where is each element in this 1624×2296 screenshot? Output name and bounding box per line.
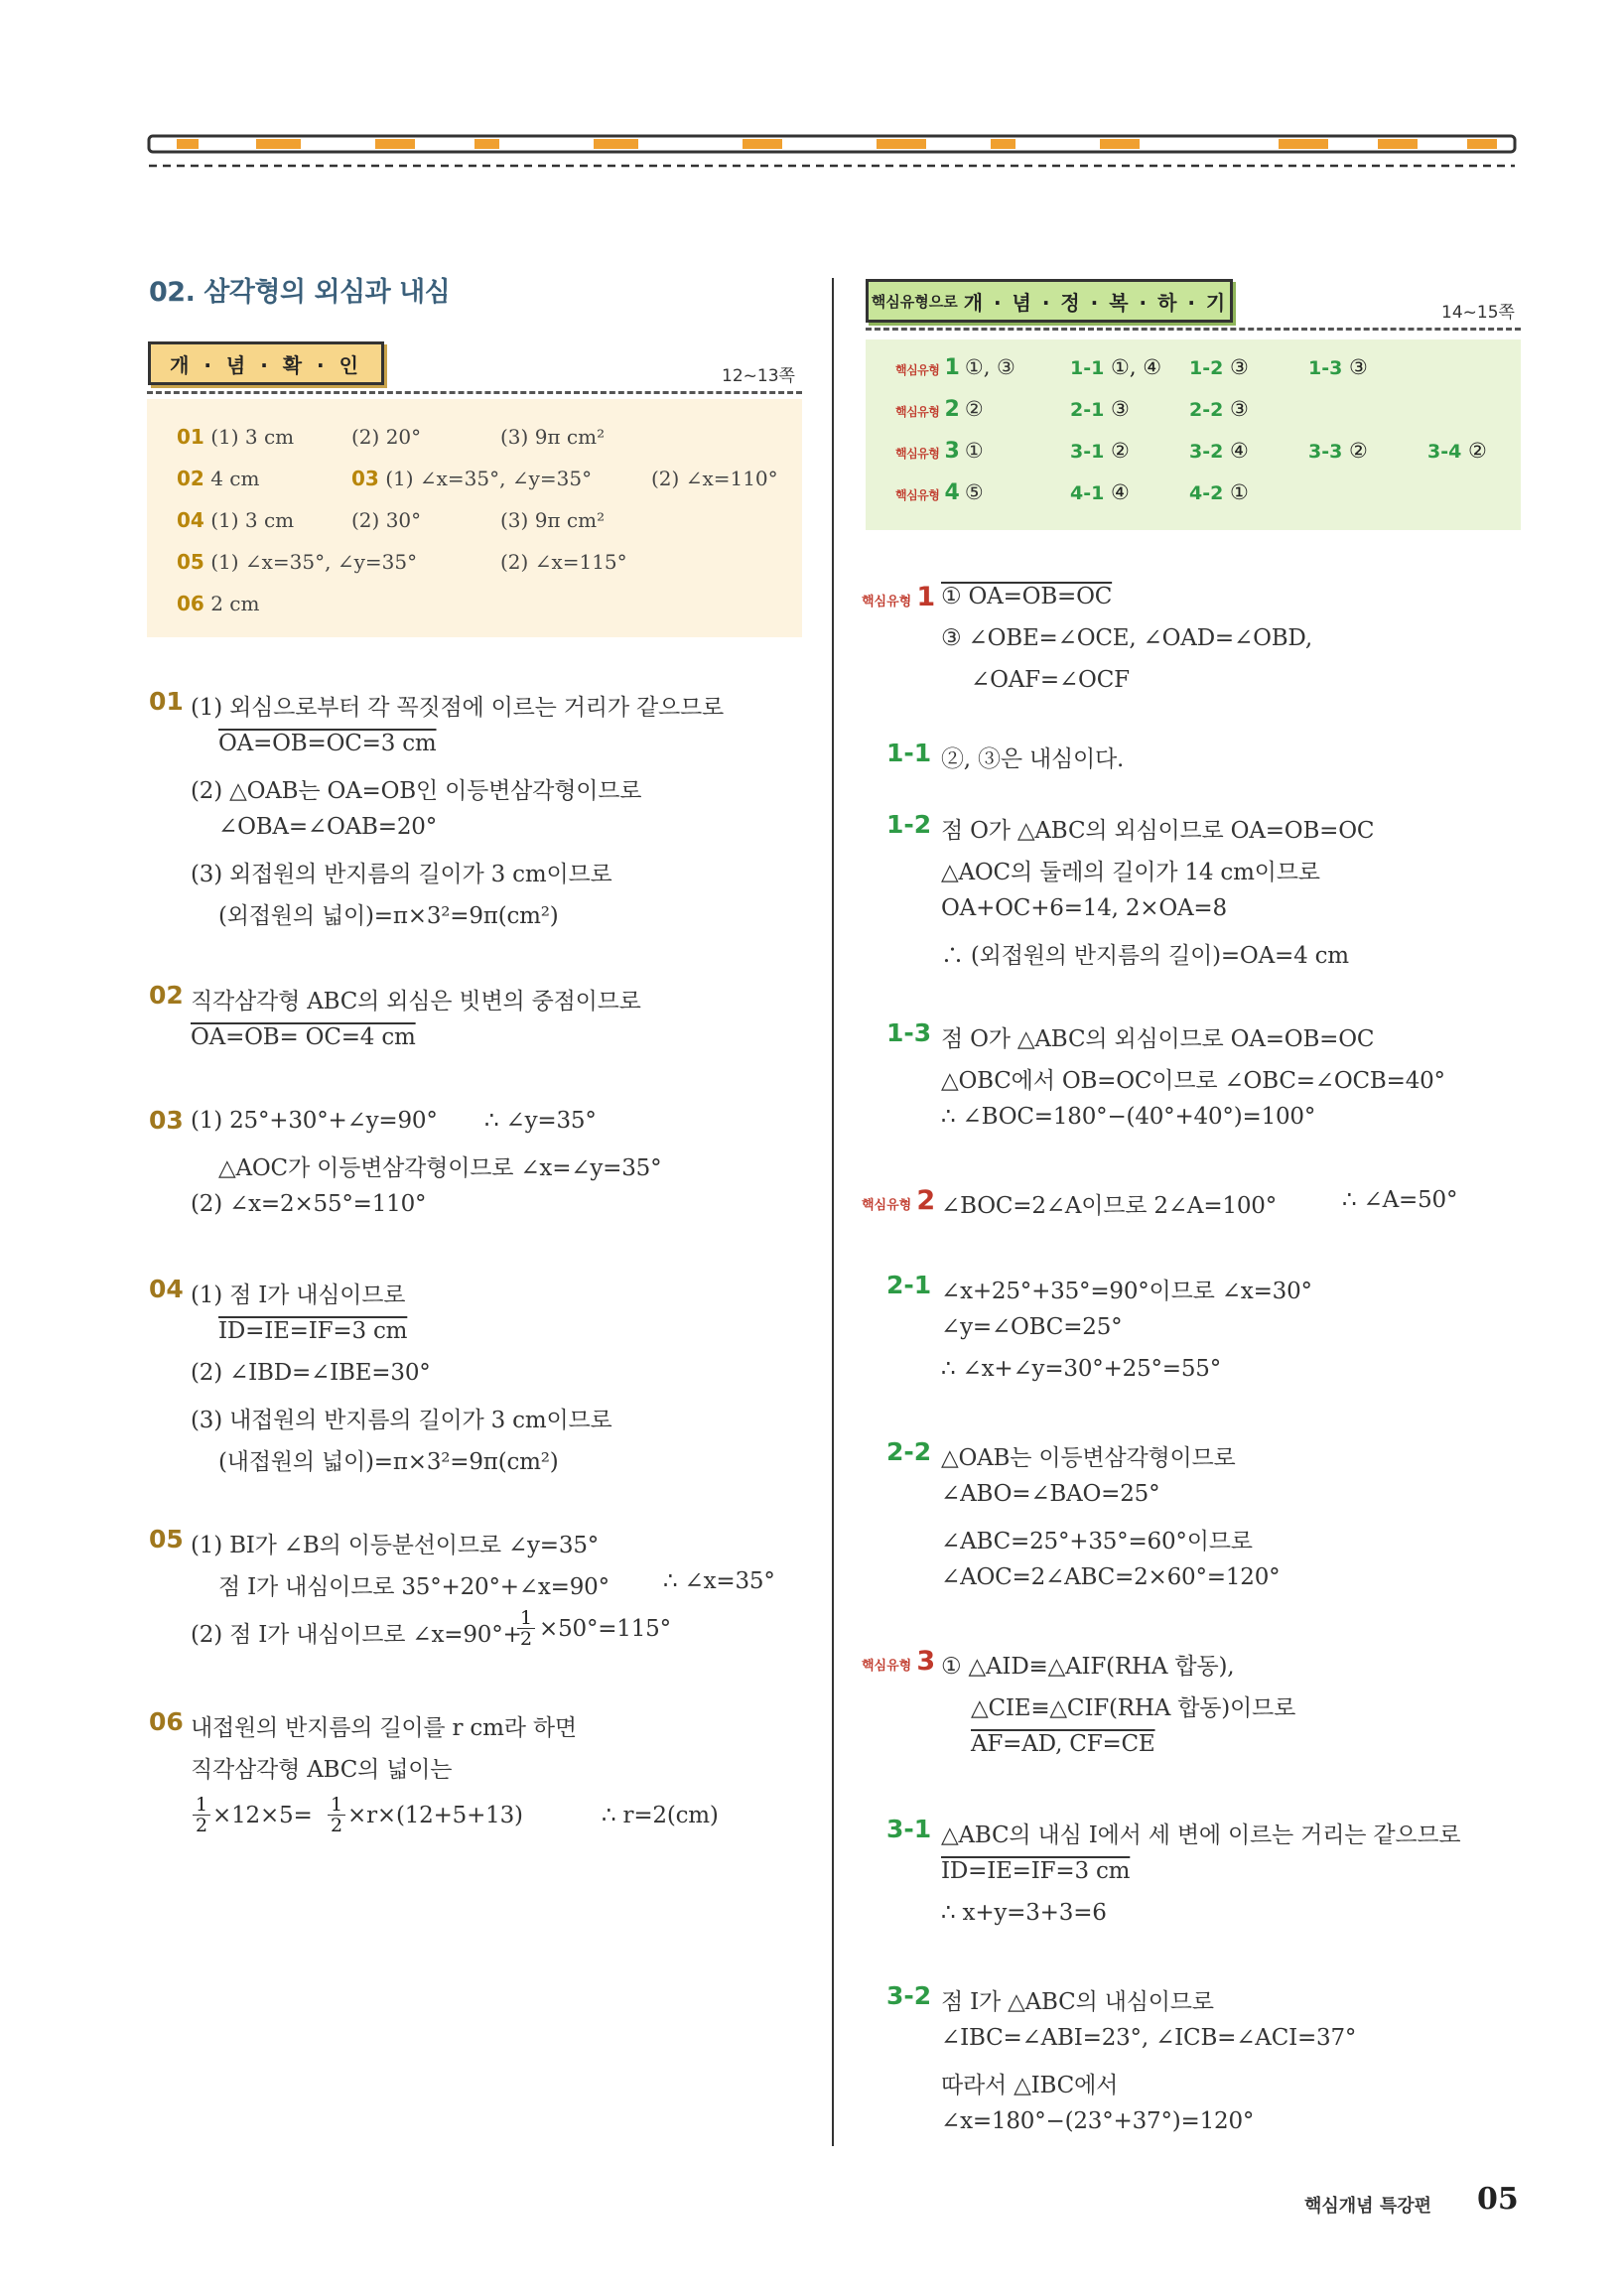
solution-04-line: (2) ∠IBD=∠IBE=30°: [191, 1360, 431, 1386]
solution-06-line: ×12×5=: [212, 1803, 313, 1828]
fraction-denominator: 2: [193, 1815, 210, 1835]
problem-3-1-line: △ABC의 내심 I에서 세 변에 이르는 거리는 같으므로: [941, 1823, 1461, 1848]
problem-2-1-line: ∴ ∠x+∠y=30°+25°=55°: [941, 1356, 1222, 1382]
column-divider: [832, 278, 834, 2146]
concept-check-tag: 개 · 념 · 확 · 인: [148, 341, 384, 385]
problem-2-2-line: △OAB는 이등변삼각형이므로: [941, 1445, 1236, 1471]
problem-3-1-line: ID=IE=IF=3 cm: [941, 1858, 1131, 1884]
page-number: 05: [1477, 2182, 1519, 2217]
fraction-one-half: [193, 1795, 210, 1835]
review-cell-2-1: 2-1 ③: [1070, 397, 1130, 421]
solution-01-line: (외접원의 넓이)=π×3²=9π(cm²): [218, 903, 559, 929]
solution-02-line: OA=OB= OC=4 cm: [191, 1024, 416, 1050]
review-cell-1-3: 1-3 ③: [1308, 355, 1368, 379]
solution-04-line: (내접원의 넓이)=π×3²=9π(cm²): [218, 1449, 559, 1475]
problem-2-1-line: ∠y=∠OBC=25°: [941, 1314, 1123, 1340]
review-cell-3-4: 3-4 ②: [1427, 439, 1487, 463]
review-cell-2-2: 2-2 ③: [1189, 397, 1249, 421]
problem-2-2-number: 2-2: [886, 1437, 932, 1466]
concept-row-04-b: (2) 30°: [351, 508, 422, 532]
core-3-line: △CIE≡△CIF(RHA 합동)이므로: [971, 1695, 1296, 1721]
review-cell-4-1: 4-1 ④: [1070, 480, 1130, 504]
review-dash-divider: [866, 328, 1521, 331]
solution-06-line: ∴ r=2(cm): [602, 1803, 719, 1828]
concept-row-01-b: (2) 20°: [351, 425, 422, 449]
review-answer-box: [866, 339, 1521, 530]
problem-1-2-number: 1-2: [886, 810, 932, 839]
core-type-2-label: 핵심유형 2: [862, 1185, 936, 1216]
concept-master-tag: [866, 279, 1233, 323]
solution-03-number: 03: [149, 1106, 184, 1135]
concept-row-05-c: (2) ∠x=115°: [500, 550, 627, 574]
solution-05-line: ∴ ∠x=35°: [663, 1568, 775, 1594]
solution-06-line: 내접원의 반지름의 길이를 r cm라 하면: [191, 1715, 577, 1741]
review-cell-1-2: 1-2 ③: [1189, 355, 1249, 379]
review-cell-3-3: 3-3 ②: [1308, 439, 1368, 463]
concept-row-03: 03 (1) ∠x=35°, ∠y=35°: [351, 467, 593, 490]
problem-3-2-number: 3-2: [886, 1981, 932, 2010]
concept-row-02: 02 4 cm: [177, 467, 260, 490]
core-2-line: ∴ ∠A=50°: [1342, 1187, 1458, 1213]
problem-3-2-line: ∠IBC=∠ABI=23°, ∠ICB=∠ACI=37°: [941, 2025, 1357, 2051]
solution-05-number: 05: [149, 1525, 184, 1553]
problem-1-2-line: OA+OC+6=14, 2×OA=8: [941, 895, 1227, 921]
core-1-line: ③ ∠OBE=∠OCE, ∠OAD=∠OBD,: [941, 625, 1312, 651]
solution-05-line: (1) BI가 ∠B의 이등분선이므로 ∠y=35°: [191, 1533, 600, 1558]
review-big-label: 개 · 념 · 정 · 복 · 하 · 기: [963, 290, 1228, 315]
problem-2-1-line: ∠x+25°+35°=90°이므로 ∠x=30°: [941, 1279, 1312, 1304]
fraction-denominator: 2: [517, 1628, 535, 1649]
solution-02-line: 직각삼각형 ABC의 외심은 빗변의 중점이므로: [191, 989, 641, 1014]
section-title: 02. 삼각형의 외심과 내심: [149, 277, 451, 308]
review-cell-3-1: 3-1 ②: [1070, 439, 1130, 463]
solution-03-line: △AOC가 이등변삼각형이므로 ∠x=∠y=35°: [218, 1155, 662, 1181]
footer-book-title: 핵심개념 특강편: [1304, 2196, 1431, 2217]
solution-04-line: ID=IE=IF=3 cm: [218, 1318, 408, 1344]
problem-3-1-number: 3-1: [886, 1815, 932, 1843]
problem-1-1-line: ②, ③은 내심이다.: [941, 746, 1125, 772]
concept-dash-divider: [147, 391, 802, 394]
solution-05-line: (2) 점 I가 내심이므로 ∠x=90°+: [191, 1622, 522, 1648]
solution-01-line: (1) 외심으로부터 각 꼭짓점에 이르는 거리가 같으므로: [191, 695, 725, 721]
solution-03-line: (1) 25°+30°+∠y=90°: [191, 1108, 438, 1134]
problem-1-2-line: △AOC의 둘레의 길이가 14 cm이므로: [941, 860, 1320, 885]
review-cell-1-1: 1-1 ①, ④: [1070, 355, 1162, 379]
fraction-numerator: 1: [195, 1794, 208, 1816]
solution-01-line: ∠OBA=∠OAB=20°: [218, 814, 437, 840]
solution-01-line: (3) 외접원의 반지름의 길이가 3 cm이므로: [191, 862, 612, 887]
concept-pages-label: 12~13쪽: [722, 366, 795, 386]
review-row-1: 핵심유형 1 ①, ③: [895, 355, 1015, 380]
problem-2-1-number: 2-1: [886, 1271, 932, 1299]
concept-row-04-c: (3) 9π cm²: [500, 508, 606, 532]
solution-02-number: 02: [149, 981, 184, 1010]
concept-row-01: 01 (1) 3 cm: [177, 425, 295, 449]
fraction-numerator: 1: [330, 1794, 343, 1816]
solution-03-line: (2) ∠x=2×55°=110°: [191, 1191, 427, 1217]
solution-01-number: 01: [149, 687, 184, 716]
concept-row-05: 05 (1) ∠x=35°, ∠y=35°: [177, 550, 418, 574]
review-small-label: 핵심유형으로: [871, 292, 958, 311]
core-2-line: ∠BOC=2∠A이므로 2∠A=100°: [941, 1193, 1277, 1219]
concept-row-03-c: (2) ∠x=110°: [651, 467, 778, 490]
fraction-one-half: [517, 1608, 535, 1649]
solution-04-line: (1) 점 I가 내심이므로: [191, 1283, 406, 1308]
solution-01-line: (2) △OAB는 OA=OB인 이등변삼각형이므로: [191, 778, 642, 804]
problem-3-1-line: ∴ x+y=3+3=6: [941, 1900, 1107, 1926]
review-cell-3-2: 3-2 ④: [1189, 439, 1249, 463]
concept-row-04: 04 (1) 3 cm: [177, 508, 295, 532]
core-1-line: ① OA=OB=OC: [941, 584, 1113, 609]
core-1-line: ∠OAF=∠OCF: [971, 667, 1130, 693]
solution-03-line: ∴ ∠y=35°: [484, 1108, 597, 1134]
solution-05-line: 점 I가 내심이므로 35°+20°+∠x=90°: [218, 1574, 609, 1600]
review-row-2: 핵심유형 2 ②: [895, 397, 984, 422]
fraction-denominator: 2: [328, 1815, 345, 1835]
problem-1-2-line: ∴ (외접원의 반지름의 길이)=OA=4 cm: [941, 943, 1349, 969]
problem-1-3-number: 1-3: [886, 1018, 932, 1047]
concept-row-01-c: (3) 9π cm²: [500, 425, 606, 449]
problem-1-2-line: 점 O가 △ABC의 외심이므로 OA=OB=OC: [941, 818, 1375, 844]
problem-2-2-line: ∠ABO=∠BAO=25°: [941, 1481, 1160, 1507]
top-banner: [147, 132, 1517, 172]
problem-3-2-line: 따라서 △IBC에서: [941, 2073, 1119, 2098]
solution-06-line: ×r×(12+5+13): [347, 1803, 523, 1828]
review-pages-label: 14~15쪽: [1441, 303, 1515, 323]
solution-05-line: ×50°=115°: [539, 1616, 671, 1642]
core-type-3-label: 핵심유형 3: [862, 1646, 936, 1677]
fraction-numerator: 1: [519, 1607, 533, 1629]
problem-1-3-line: 점 O가 △ABC의 외심이므로 OA=OB=OC: [941, 1026, 1375, 1052]
problem-1-3-line: ∴ ∠BOC=180°−(40°+40°)=100°: [941, 1104, 1316, 1130]
problem-2-2-line: ∠AOC=2∠ABC=2×60°=120°: [941, 1564, 1281, 1590]
solution-04-line: (3) 내접원의 반지름의 길이가 3 cm이므로: [191, 1408, 612, 1433]
solution-06-number: 06: [149, 1707, 184, 1736]
review-row-4: 핵심유형 4 ⑤: [895, 480, 984, 505]
solution-06-line: 직각삼각형 ABC의 넓이는: [191, 1757, 453, 1783]
solution-01-line: OA=OB=OC=3 cm: [218, 731, 437, 756]
problem-3-2-line: ∠x=180°−(23°+37°)=120°: [941, 2108, 1255, 2134]
core-type-1-label: 핵심유형 1: [862, 582, 936, 612]
core-3-line: ① △AID≡△AIF(RHA 합동),: [941, 1654, 1235, 1680]
problem-2-2-line: ∠ABC=25°+35°=60°이므로: [941, 1529, 1253, 1554]
fraction-one-half: [328, 1795, 345, 1835]
review-row-3: 핵심유형 3 ①: [895, 439, 984, 464]
problem-1-1-number: 1-1: [886, 739, 932, 767]
problem-3-2-line: 점 I가 △ABC의 내심이므로: [941, 1989, 1214, 2015]
concept-answer-box: [147, 399, 802, 637]
review-cell-4-2: 4-2 ①: [1189, 480, 1249, 504]
problem-1-3-line: △OBC에서 OB=OC이므로 ∠OBC=∠OCB=40°: [941, 1068, 1445, 1094]
solution-04-number: 04: [149, 1275, 184, 1303]
concept-row-06: 06 2 cm: [177, 592, 260, 615]
core-3-line: AF=AD, CF=CE: [971, 1731, 1155, 1757]
